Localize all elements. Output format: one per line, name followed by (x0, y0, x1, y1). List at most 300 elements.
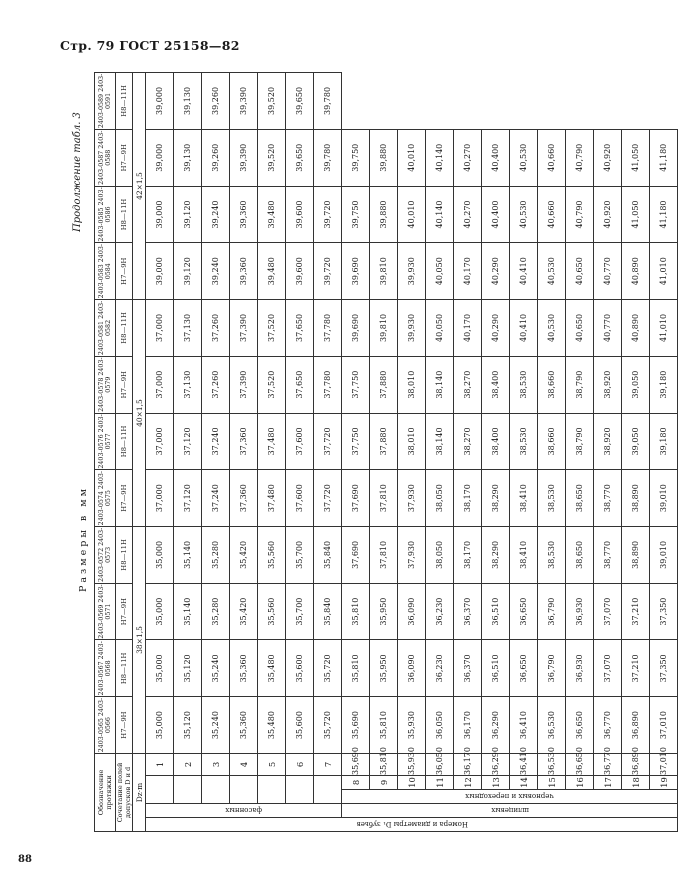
table-cell: 40,410 (510, 300, 538, 357)
table-cell: 39,130 (174, 73, 202, 130)
row-number: 8 (342, 776, 370, 790)
table-cell: 39,810 (370, 243, 398, 300)
table-cell: 37,070 (594, 640, 622, 697)
table-cell: 39,050 (622, 356, 650, 413)
table-cell: 37,600 (286, 470, 314, 527)
table-cell: 37,210 (622, 640, 650, 697)
table-cell: 35,930 (398, 753, 426, 775)
table-cell: 40,650 (566, 243, 594, 300)
table-cell: 36,050 (426, 753, 454, 775)
table-cell: 37,750 (342, 413, 370, 470)
table-cell: 39,480 (258, 243, 286, 300)
table-cell: 40,400 (482, 129, 510, 186)
table-row (230, 73, 258, 832)
page-header: Стр. 79 ГОСТ 25158—82 (60, 38, 240, 53)
table-cell: 40,290 (482, 300, 510, 357)
row-number: 18 (622, 776, 650, 790)
table-cell: 38,140 (426, 356, 454, 413)
table-cell: 37,240 (202, 413, 230, 470)
table-cell: 38,170 (454, 527, 482, 584)
code-header: 2403-0569 2403-0571 (95, 583, 116, 640)
table-row (650, 73, 678, 832)
fit-header: H7—9H (116, 697, 133, 754)
table-cell: 37,600 (286, 413, 314, 470)
fit-header: H7—9H (116, 356, 133, 413)
table-cell: 39,390 (230, 129, 258, 186)
table-cell: 40,010 (398, 186, 426, 243)
table-cell: 37,000 (146, 300, 174, 357)
size-header: 40×1,5 (133, 300, 146, 527)
table-cell: 36,050 (426, 697, 454, 754)
table-cell: 40,770 (594, 243, 622, 300)
table-cell: 38,770 (594, 527, 622, 584)
table-cell: 37,480 (258, 470, 286, 527)
code-header: 2403-0574 2403-0575 (95, 470, 116, 527)
table-cell: 35,360 (230, 640, 258, 697)
table-cell: 38,290 (482, 527, 510, 584)
table-cell: 39,780 (314, 129, 342, 186)
table-cell: 36,410 (510, 697, 538, 754)
table-cell: 35,840 (314, 527, 342, 584)
table-cell: 35,930 (398, 697, 426, 754)
table-cell: 39,880 (370, 186, 398, 243)
row-number: 15 (538, 776, 566, 790)
table-cell: 37,650 (286, 356, 314, 413)
table-cell: 39,120 (174, 186, 202, 243)
row-number: 1 (146, 753, 174, 775)
table-cell: 38,530 (510, 413, 538, 470)
table-cell: 38,140 (426, 413, 454, 470)
table-row (426, 73, 454, 832)
table-cell: 35,120 (174, 640, 202, 697)
table-cell: 38,770 (594, 470, 622, 527)
table-cell: 39,390 (230, 73, 258, 130)
table-cell: 37,810 (370, 527, 398, 584)
table-cell: 40,890 (622, 300, 650, 357)
row-number: 12 (454, 776, 482, 790)
table-row (622, 73, 650, 832)
table-cell: 38,010 (398, 356, 426, 413)
table-cell: 41,010 (650, 243, 678, 300)
code-header: 2403-0567 2403-0568 (95, 640, 116, 697)
code-header: 2403-0585 2403-0586 (95, 186, 116, 243)
table-cell: 38,410 (510, 470, 538, 527)
table-cell: 39,650 (286, 73, 314, 130)
table-cell: 36,650 (566, 697, 594, 754)
table-cell: 36,530 (538, 697, 566, 754)
table-cell: 40,170 (454, 243, 482, 300)
table-cell: 39,600 (286, 243, 314, 300)
table-row (538, 73, 566, 832)
fit-header: H8—11H (116, 527, 133, 584)
table-cell: 35,840 (314, 583, 342, 640)
code-header: 2403-0565 2403-0566 (95, 697, 116, 754)
row-number: 3 (202, 753, 230, 775)
table-cell: 39,600 (286, 186, 314, 243)
table-cell: 39,180 (650, 413, 678, 470)
side-group-label: Номера и диаметры D₁ зубьев (146, 818, 678, 832)
table-cell: 35,000 (146, 583, 174, 640)
table-cell: 40,400 (482, 186, 510, 243)
table-cell: 35,420 (230, 527, 258, 584)
table-cell: 39,010 (650, 527, 678, 584)
table-cell: 39,930 (398, 243, 426, 300)
table-cell: 36,370 (454, 583, 482, 640)
table-cell: 38,400 (482, 356, 510, 413)
table-cell: 35,690 (342, 753, 370, 775)
table-cell: 39,520 (258, 73, 286, 130)
row-number: 16 (566, 776, 594, 790)
table-cell: 40,140 (426, 129, 454, 186)
table-cell: 35,000 (146, 697, 174, 754)
table-cell: 39,050 (622, 413, 650, 470)
code-header: 2403-0581 2403-0582 (95, 300, 116, 357)
table-cell: 39,810 (370, 300, 398, 357)
fit-header: H8—11H (116, 186, 133, 243)
table-cell: 40,890 (622, 243, 650, 300)
table-caption: Размеры в мм (78, 485, 89, 592)
table-cell: 40,530 (510, 129, 538, 186)
table-cell: 37,000 (146, 413, 174, 470)
code-header: 2403-0572 2403-0573 (95, 527, 116, 584)
fit-header: H8—11H (116, 73, 133, 130)
designation-label: Обозначение протяжки (95, 753, 116, 831)
table-cell: 37,880 (370, 413, 398, 470)
table-cell: 35,560 (258, 583, 286, 640)
row-number: 6 (286, 753, 314, 775)
table-cell: 39,520 (258, 129, 286, 186)
table-cell: 35,360 (230, 697, 258, 754)
table-cell: 40,660 (538, 129, 566, 186)
table-cell: 35,810 (370, 697, 398, 754)
table-cell: 37,130 (174, 356, 202, 413)
table-cell: 37,010 (650, 753, 678, 775)
row-number: 13 (482, 776, 510, 790)
table-cell: 39,120 (174, 243, 202, 300)
table-cell: 37,750 (342, 356, 370, 413)
table-cell: 38,270 (454, 356, 482, 413)
page-number: 88 (18, 854, 32, 865)
row-number: 14 (510, 776, 538, 790)
table-cell: 40,530 (538, 243, 566, 300)
size-header: 42×1,5 (133, 73, 146, 300)
table-cell: 39,690 (342, 243, 370, 300)
table-row (482, 73, 510, 832)
table-cell: 37,390 (230, 356, 258, 413)
table-cell: 38,050 (426, 527, 454, 584)
dimensions-table (94, 72, 678, 832)
table-cell: 38,890 (622, 470, 650, 527)
table-cell: 39,260 (202, 129, 230, 186)
table-cell: 40,170 (454, 300, 482, 357)
table-cell: 39,480 (258, 186, 286, 243)
table-cell: 36,230 (426, 640, 454, 697)
table-row (398, 73, 426, 832)
table-row (510, 73, 538, 832)
row-number: 9 (370, 776, 398, 790)
table-cell: 37,810 (370, 470, 398, 527)
table-cell: 39,720 (314, 243, 342, 300)
table-cell: 40,770 (594, 300, 622, 357)
row-number: 11 (426, 776, 454, 790)
table-cell: 37,350 (650, 583, 678, 640)
table-cell: 40,920 (594, 129, 622, 186)
table-cell: 38,660 (538, 413, 566, 470)
combination-label: Сочетание полей допусков D и d (116, 753, 133, 831)
row-number: 4 (230, 753, 258, 775)
table-cell: 36,290 (482, 697, 510, 754)
table-cell: 37,130 (174, 300, 202, 357)
table-cell: 39,130 (174, 129, 202, 186)
table-cell: 35,000 (146, 640, 174, 697)
table-cell: 39,690 (342, 300, 370, 357)
table-cell: 38,660 (538, 356, 566, 413)
table-cell: 40,790 (566, 129, 594, 186)
table-cell: 37,930 (398, 527, 426, 584)
table-cell: 40,650 (566, 300, 594, 357)
table-cell: 37,360 (230, 413, 258, 470)
table-cell: 39,780 (314, 73, 342, 130)
row-number: 5 (258, 753, 286, 775)
table-cell: 35,140 (174, 583, 202, 640)
table-cell: 40,290 (482, 243, 510, 300)
table-cell: 41,180 (650, 129, 678, 186)
table-cell: 39,240 (202, 186, 230, 243)
table-cell: 35,600 (286, 640, 314, 697)
table-cell: 37,070 (594, 583, 622, 640)
table-cell: 38,400 (482, 413, 510, 470)
table-row (594, 73, 622, 832)
table-row (370, 73, 398, 832)
table-cell: 36,650 (510, 640, 538, 697)
table-cell: 38,530 (510, 356, 538, 413)
table-cell: 38,530 (538, 527, 566, 584)
table-cell: 39,930 (398, 300, 426, 357)
table-cell: 35,240 (202, 640, 230, 697)
table-cell: 40,270 (454, 186, 482, 243)
spline-teeth-label: шлицевых (342, 804, 678, 818)
table-cell: 38,790 (566, 356, 594, 413)
table-row (314, 73, 342, 832)
table-cell: 38,650 (566, 470, 594, 527)
row-number: 2 (174, 753, 202, 775)
table-cell: 37,240 (202, 470, 230, 527)
table-cell: 35,560 (258, 527, 286, 584)
table-cell: 35,280 (202, 583, 230, 640)
table-cell: 41,010 (650, 300, 678, 357)
table-cell: 38,270 (454, 413, 482, 470)
table-cell: 37,210 (622, 583, 650, 640)
table-cell: 39,260 (202, 73, 230, 130)
table-row (286, 73, 314, 832)
rough-transition-label: черновых и переходных (342, 790, 678, 804)
code-header: 2403-0583 2403-0584 (95, 243, 116, 300)
table-cell: 36,230 (426, 583, 454, 640)
table-cell: 38,890 (622, 527, 650, 584)
dz-label: Dz·m (133, 753, 146, 831)
table-cell: 38,170 (454, 470, 482, 527)
table-cell: 35,280 (202, 527, 230, 584)
table-cell: 35,700 (286, 527, 314, 584)
continuation-label: Продолжение табл. 3 (72, 112, 83, 232)
code-header: 2403-0587 2403-0588 (95, 129, 116, 186)
table-cell: 37,260 (202, 356, 230, 413)
table-cell: 38,530 (538, 470, 566, 527)
row-number: 7 (314, 753, 342, 775)
table-cell: 37,780 (314, 300, 342, 357)
table-cell: 39,750 (342, 129, 370, 186)
table-cell: 38,050 (426, 470, 454, 527)
table-body (146, 73, 678, 832)
table-cell: 35,000 (146, 527, 174, 584)
table-cell: 37,690 (342, 527, 370, 584)
table-row (202, 73, 230, 832)
table-cell: 40,530 (510, 186, 538, 243)
table-cell: 40,270 (454, 129, 482, 186)
table-cell: 38,790 (566, 413, 594, 470)
table-cell: 40,790 (566, 186, 594, 243)
table-cell: 37,720 (314, 470, 342, 527)
table-cell: 37,000 (146, 356, 174, 413)
table-cell: 36,170 (454, 697, 482, 754)
table-cell: 37,390 (230, 300, 258, 357)
table-cell: 39,360 (230, 186, 258, 243)
table-cell: 39,180 (650, 356, 678, 413)
blank-cell (258, 776, 286, 804)
table-row (454, 73, 482, 832)
code-header: 2403-0576 2403-0577 (95, 413, 116, 470)
table-cell: 36,890 (622, 753, 650, 775)
table-cell: 37,520 (258, 356, 286, 413)
table-cell: 39,000 (146, 129, 174, 186)
fit-header: H8—11H (116, 300, 133, 357)
table-cell: 40,010 (398, 129, 426, 186)
table-row (566, 73, 594, 832)
row-number: 17 (594, 776, 622, 790)
table-cell: 38,290 (482, 470, 510, 527)
blank-cell (286, 776, 314, 804)
table-cell: 37,520 (258, 300, 286, 357)
fit-header: H7—9H (116, 129, 133, 186)
table-cell: 40,140 (426, 186, 454, 243)
table-row (258, 73, 286, 832)
blank-cell (174, 776, 202, 804)
table-cell: 38,010 (398, 413, 426, 470)
table-row (342, 73, 370, 832)
blank-cell (146, 776, 174, 804)
table-cell: 40,050 (426, 300, 454, 357)
blank-cell (202, 776, 230, 804)
table-cell: 35,950 (370, 640, 398, 697)
blank-cell (314, 776, 342, 804)
table-cell: 38,410 (510, 527, 538, 584)
table-cell: 36,510 (482, 583, 510, 640)
table-cell: 39,240 (202, 243, 230, 300)
table-cell: 36,650 (510, 583, 538, 640)
table-cell: 35,720 (314, 697, 342, 754)
table-cell: 40,920 (594, 186, 622, 243)
row-number: 10 (398, 776, 426, 790)
table-row (146, 73, 174, 832)
table-cell: 40,050 (426, 243, 454, 300)
table-cell: 37,350 (650, 640, 678, 697)
table-cell: 35,420 (230, 583, 258, 640)
table-cell: 39,000 (146, 186, 174, 243)
table-cell: 39,360 (230, 243, 258, 300)
table-cell: 35,810 (370, 753, 398, 775)
table-cell: 35,480 (258, 697, 286, 754)
table-cell: 36,090 (398, 583, 426, 640)
table-cell: 37,000 (146, 470, 174, 527)
table-cell: 37,650 (286, 300, 314, 357)
rotated-content (72, 61, 669, 837)
table-cell: 35,480 (258, 640, 286, 697)
table-cell: 37,120 (174, 413, 202, 470)
table-cell: 38,920 (594, 413, 622, 470)
table-cell: 37,880 (370, 356, 398, 413)
table-cell: 36,650 (566, 753, 594, 775)
table-cell: 36,090 (398, 640, 426, 697)
table-cell: 36,890 (622, 697, 650, 754)
table-cell: 39,650 (286, 129, 314, 186)
table-cell: 36,510 (482, 640, 510, 697)
table-cell: 36,290 (482, 753, 510, 775)
table-cell: 35,240 (202, 697, 230, 754)
table-cell: 37,120 (174, 470, 202, 527)
table-cell: 36,790 (538, 583, 566, 640)
row-number: 19 (650, 776, 678, 790)
table-cell: 37,260 (202, 300, 230, 357)
table-cell: 39,880 (370, 129, 398, 186)
table-cell: 36,930 (566, 640, 594, 697)
fit-header: H7—9H (116, 583, 133, 640)
table-cell: 37,780 (314, 356, 342, 413)
table-cell: 36,930 (566, 583, 594, 640)
table-row (174, 73, 202, 832)
fit-header: H8—11H (116, 640, 133, 697)
table-cell: 36,410 (510, 753, 538, 775)
table-cell: 40,410 (510, 243, 538, 300)
table-cell: 39,000 (146, 243, 174, 300)
table-cell: 37,690 (342, 470, 370, 527)
table-cell: 37,360 (230, 470, 258, 527)
table-cell: 36,790 (538, 640, 566, 697)
table-cell: 35,720 (314, 640, 342, 697)
code-header: 2403-0589 2403-0591 (95, 73, 116, 130)
table-cell: 39,000 (146, 73, 174, 130)
code-header: 2403-0578 2403-0579 (95, 356, 116, 413)
table-cell: 37,480 (258, 413, 286, 470)
table-cell: 38,920 (594, 356, 622, 413)
table-cell: 35,700 (286, 583, 314, 640)
table-cell: 37,930 (398, 470, 426, 527)
fit-header: H8—11H (116, 413, 133, 470)
blank-cell (230, 776, 258, 804)
table-cell: 39,010 (650, 470, 678, 527)
table-cell: 36,170 (454, 753, 482, 775)
table-cell: 35,690 (342, 697, 370, 754)
table-cell: 37,720 (314, 413, 342, 470)
table-cell: 35,600 (286, 697, 314, 754)
size-header: 38×1,5 (133, 527, 146, 754)
table-cell: 35,120 (174, 697, 202, 754)
fit-header: H7—9H (116, 470, 133, 527)
shaped-teeth-label: фасонных (146, 804, 342, 818)
table-cell: 36,370 (454, 640, 482, 697)
table-cell: 37,010 (650, 697, 678, 754)
table-cell: 36,770 (594, 697, 622, 754)
table-cell: 40,530 (538, 300, 566, 357)
